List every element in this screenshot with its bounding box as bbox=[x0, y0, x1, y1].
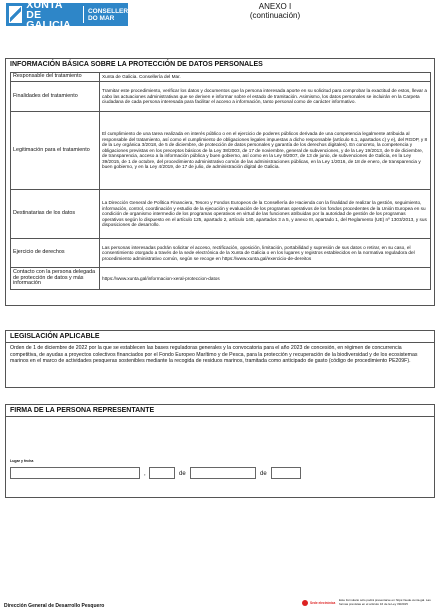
month-field[interactable] bbox=[190, 467, 256, 479]
data-protection-table bbox=[10, 72, 431, 290]
table-row bbox=[11, 190, 431, 239]
data-protection-title: INFORMACIÓN BÁSICA SOBRE LA PROTECCIÓN DE DATOS PERSONALES bbox=[10, 61, 263, 68]
footer-department: Dirección General de Desarrollo Pesquero bbox=[4, 603, 105, 609]
table-row bbox=[11, 239, 431, 268]
table-row bbox=[11, 73, 431, 82]
table-row bbox=[11, 82, 431, 112]
legislation-title: LEGISLACIÓN APLICABLE bbox=[6, 331, 434, 343]
row-value: El cumplimiento de una tarea realizada en interés público o en el ejercicio de poderes públicos derivada de una competencia legalmente atribuida al responsable del tratamiento, así como el cumplimiento de obligaciones legales impuestas a dicho responsable (artículo 6.1, apartados c) y e), del RGDP, y 8 de la Ley orgánica 3/2018, de 5 de diciembre, de protección de datos personales y garantía de los derechos digitales). En concreto, la competencia y obligaciones previstas en los preceptos básicos de la Ley 38/2003, de 17 de noviembre, general de subvenciones, y de la Ley 19/2013, de 9 de diciembre, de transparencia, acceso a la información pública y buen gobierno, así como en la Ley 9/2007, de 13 de junio, de subvenciones de Galicia, en la Ley 39/2015, de 1 de octubre, del procedimiento administrativo común de las administraciones públicas, en la Ley 1/2016, de 18 de enero, de transparencia y buen gobierno, y en la Ley 4/2019, de 17 de julio, de administración digital de Galicia. bbox=[100, 112, 431, 190]
row-value: Xunta de Galicia. Consellería del Mar. bbox=[100, 73, 431, 82]
de-separator: de bbox=[260, 471, 267, 477]
logo-text: XUNTA DE GALICIA bbox=[26, 0, 71, 31]
day-field[interactable] bbox=[149, 467, 175, 479]
galicia-flag-icon bbox=[9, 6, 22, 23]
row-label: Contacto con la persona delegada de protección de datos y más información bbox=[11, 268, 100, 290]
row-value: Tramitar este procedimiento, verificar los datos y documentos que la persona interesada aporte en su solicitud para comprobar la exactitud de estos, llevar a cabo las actuaciones administrativas que se deriven e informar sobre el estado de tramitación. Asimismo, los datos personales se incluirán en la Carpeta ciudadana de cada persona interesada para facilitar el acceso a información, tanto personal como de carácter informativo. bbox=[100, 82, 431, 112]
table-row bbox=[11, 112, 431, 190]
logo-separator bbox=[83, 6, 84, 23]
row-label: Ejercicio de derechos bbox=[11, 239, 100, 268]
annex-heading bbox=[220, 2, 330, 20]
annex-title: ANEXO I bbox=[258, 2, 292, 11]
footer-electronic-office bbox=[302, 599, 436, 606]
row-label: Responsable del tratamiento bbox=[11, 73, 100, 82]
year-field[interactable] bbox=[271, 467, 301, 479]
sede-note: Este formulario sólo podrá presentarse en https://sede.xunta.gal. Las formas previstas en el artículo 16 de la Ley 39/2015 bbox=[339, 598, 431, 606]
signature-title: FIRMA DE LA PERSONA REPRESENTANTE bbox=[6, 405, 434, 417]
row-value: La Dirección General de Política Financiera, Tesoro y Fondos Europeos de la Consellería de Hacienda con la finalidad de realizar la gestión, seguimiento, información, control, coordinación y estudio de la ejecución y evaluación de los programas operativos de los fondos procedentes de la Unión Europea en su condición de organismo intermedio de los programas operativos en virtud de las funciones atribuidas por la autoridad de gestión de los programas operativos según lo dispuesto en el artículo 125, apartado 2, artículo 140, apartados 3 a 5, y anexo III, apartado 1, del Reglamento (UE) nº 1303/2013, y sus disposiciones de desarrollo. bbox=[100, 190, 431, 239]
sede-label: Sede electrónica bbox=[310, 601, 336, 605]
xunta-logo bbox=[6, 0, 135, 31]
de-separator: de bbox=[179, 471, 186, 477]
logo-department: CONSELLERÍA DO MAR bbox=[87, 7, 135, 22]
row-value: https://www.xunta.gal/informacion-xeral-proteccion-datos bbox=[100, 268, 431, 290]
data-protection-section bbox=[5, 58, 435, 306]
sede-electronica-icon bbox=[302, 600, 308, 606]
row-label: Finalidades del tratamiento bbox=[11, 82, 100, 112]
table-row bbox=[11, 268, 431, 290]
place-date-label: Lugar y fecha bbox=[10, 459, 34, 463]
header bbox=[0, 0, 439, 30]
annex-subtitle: (continuación) bbox=[249, 11, 301, 20]
legislation-section bbox=[5, 330, 435, 388]
signature-section bbox=[5, 404, 435, 498]
row-value: Las personas interesadas podrán solicitar el acceso, rectificación, oposición, limitación, portabilidad y supresión de sus datos o retirar, en su caso, el consentimiento otorgado a través de la sede electrónica de la Xunta de Galicia o en los lugares y registros establecidos en la normativa reguladora del procedimiento administrativo común, según se recoge en https://www.xunta.gal/exercicio-de-dereitos bbox=[100, 239, 431, 268]
row-label: Legitimación para el tratamiento bbox=[11, 112, 100, 190]
comma-separator: , bbox=[144, 471, 146, 477]
legislation-text: Orden de 1 de diciembre de 2022 por la que se establecen las bases reguladoras generales y la convocatoria para el año 2023 de concesión, en régimen de concurrencia competitiva, de ayudas a proyectos colectivos financiados por el Fondo Europeo Marítimo y de Pesca, para la protección y recuperación de la biodiversidad y de los ecosistemas marinos en el marco de actividades pesqueras sostenibles mediante la recogida de residuos marinos, tramitada como anticipado de gasto (código de procedimiento PE209F). bbox=[10, 345, 418, 365]
place-field[interactable] bbox=[10, 467, 140, 479]
row-label: Destinatarias de los datos bbox=[11, 190, 100, 239]
